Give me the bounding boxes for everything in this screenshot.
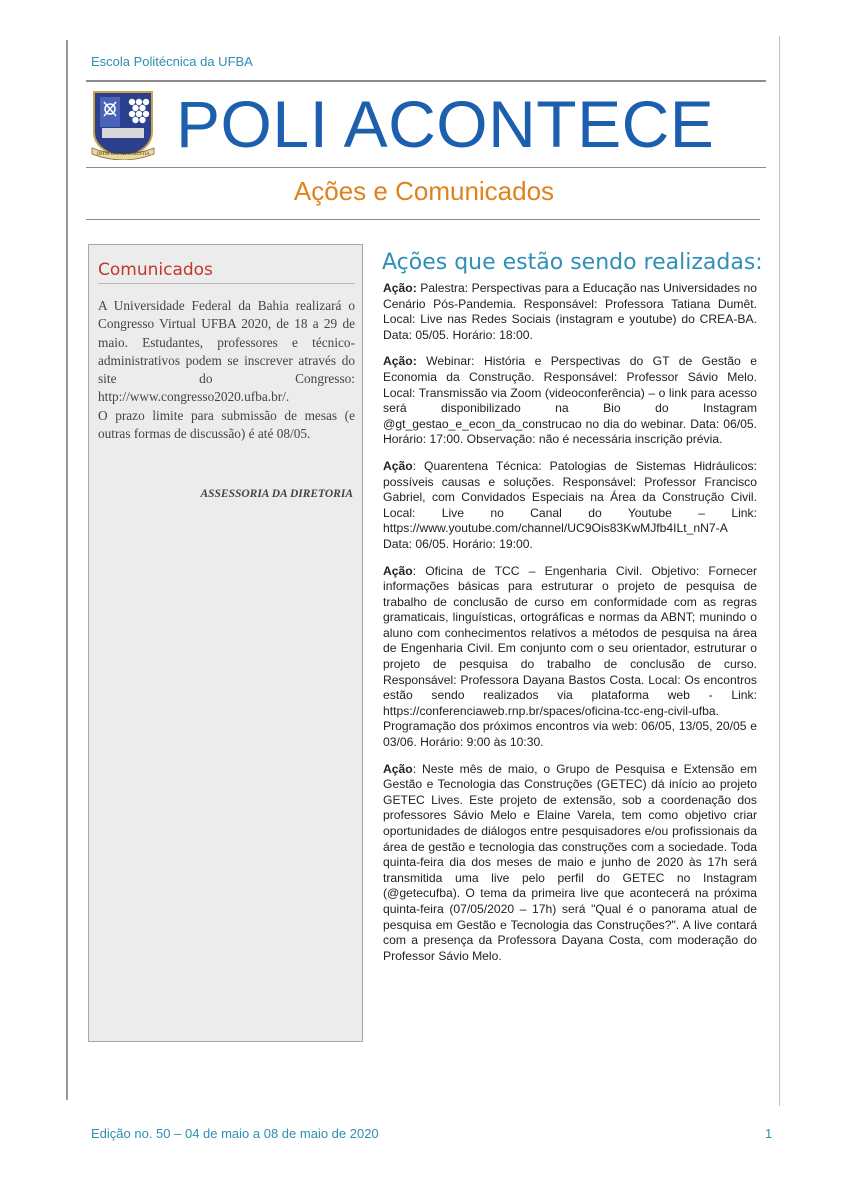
newsletter-masthead: POLI ACONTECE bbox=[176, 87, 715, 161]
action-item bbox=[383, 762, 757, 965]
actions-list bbox=[383, 281, 757, 975]
action-text: : Neste mês de maio, o Grupo de Pesquisa e Extensão em Gestão e Tecnologia das Construções (GETEC) dá início ao projeto GETEC Lives. Este projeto de extensão, sob a coordenação dos professores Sávio Melo e Elaine Varela, tem como objetivo criar oportunidades de diálogos entre pesquisadores e/ou profissionais da área de gestão e tecnologia das construções com a sociedade. Toda quinta-feira dia dos meses de maio e junho de 2020 às 17h será transmitida uma live pelo perfil do GETEC no Instagram (@getecufba). O tema da primeira live que acontecerá na próxima quinta-feira (07/05/2020 – 17h) será "Qual é o panorama atual de pesquisa em Gestão e Tecnologia das Construções?". A live contará com a presença da Professora Dayana Costa, com moderação do Professor Sávio Melo. bbox=[383, 761, 757, 963]
institution-name: Escola Politécnica da UFBA bbox=[91, 54, 253, 69]
sidebar-body bbox=[98, 297, 355, 443]
sidebar-paragraph: A Universidade Federal da Bahia realizará o Congresso Virtual UFBA 2020, de 18 a 29 de maio. Estudantes, professores e técnico-administrativos podem se inscrever através do site do Congresso: http://www.congresso2020.ufba.br/. bbox=[98, 298, 355, 405]
header-rule-top bbox=[86, 80, 766, 82]
footer-edition: Edição no. 50 – 04 de maio a 08 de maio de 2020 bbox=[91, 1126, 379, 1141]
sidebar-paragraph: O prazo limite para submissão de mesas (e outras formas de discussão) é até 08/05. bbox=[98, 407, 355, 442]
comunicados-sidebar bbox=[88, 244, 363, 1042]
action-label: Ação bbox=[383, 563, 413, 578]
action-item bbox=[383, 564, 757, 751]
page-number: 1 bbox=[765, 1126, 773, 1141]
action-text: Webinar: História e Perspectivas do GT de Gestão e Economia da Construção. Responsável: Professor Sávio Melo. Local: Transmissão via Zoom (videoconferência) – o link para acesso será disponibilizado na Bio do Instagram @gt_gestao_e_econ_da_construcao no dia do webinar. Data: 06/05. Horário: 17:00. Observação: não é necessária inscrição prévia. bbox=[383, 354, 757, 447]
header-rule-middle bbox=[86, 167, 766, 168]
sidebar-divider bbox=[98, 283, 355, 284]
crest-motto: OMNI DATVR SCIENTIA bbox=[96, 151, 150, 156]
action-item bbox=[383, 281, 757, 343]
action-label: Ação bbox=[383, 761, 413, 776]
actions-heading: Ações que estão sendo realizadas: bbox=[382, 250, 763, 275]
action-text: : Quarentena Técnica: Patologias de Sistemas Hidráulicos: possíveis causas e soluções. Responsável: Professor Francisco Gabriel, com Convidados Especiais na Área da Construção Civil. Local: Live no Canal do Youtube – Link: https://www.youtube.com/channel/UC9Ois83KwMJfb4ILt_nN7-A Data: 06/05. Horário: 19:00. bbox=[383, 458, 757, 551]
sidebar-signature: ASSESSORIA DA DIRETORIA bbox=[200, 488, 353, 500]
action-label: Ação: bbox=[383, 281, 417, 295]
action-item bbox=[383, 459, 757, 553]
sidebar-title: Comunicados bbox=[98, 260, 213, 280]
ufba-crest-logo bbox=[90, 88, 156, 160]
action-label: Ação: bbox=[383, 354, 417, 369]
action-label: Ação bbox=[383, 458, 413, 473]
action-text: : Oficina de TCC – Engenharia Civil. Objetivo: Fornecer informações básicas para estruturar o projeto de pesquisa de trabalho de conclusão de curso em conformidade com as regras gramaticais, linguísticas, ortográficas e normas da ABNT; munindo o aluno com conhecimentos relativos a métodos de pesquisa na área de Engenharia Civil. Em conjunto com o seu orientador, estruturar o projeto de pesquisa do trabalho de conclusão de curso. Responsável: Professora Dayana Bastos Costa. Local: Os encontros estão sendo realizados via plataforma web - Link: https://conferenciaweb.rnp.br/spaces/oficina-tcc-eng-civil-ufba. Programação dos próximos encontros via web: 06/05, 13/05, 20/05 e 03/06. Horário: 9:00 às 10:30. bbox=[383, 563, 757, 750]
action-item bbox=[383, 354, 757, 448]
action-text: Palestra: Perspectivas para a Educação nas Universidades no Cenário Pós-Pandemia. Responsável: Professora Tatiana Dumêt. Local: Live nas Redes Sociais (instagram e youtube) do CREA-BA. Data: 05/05. Horário: 18:00. bbox=[383, 281, 757, 342]
section-title: Ações e Comunicados bbox=[293, 176, 555, 206]
header-rule-bottom bbox=[86, 219, 760, 220]
